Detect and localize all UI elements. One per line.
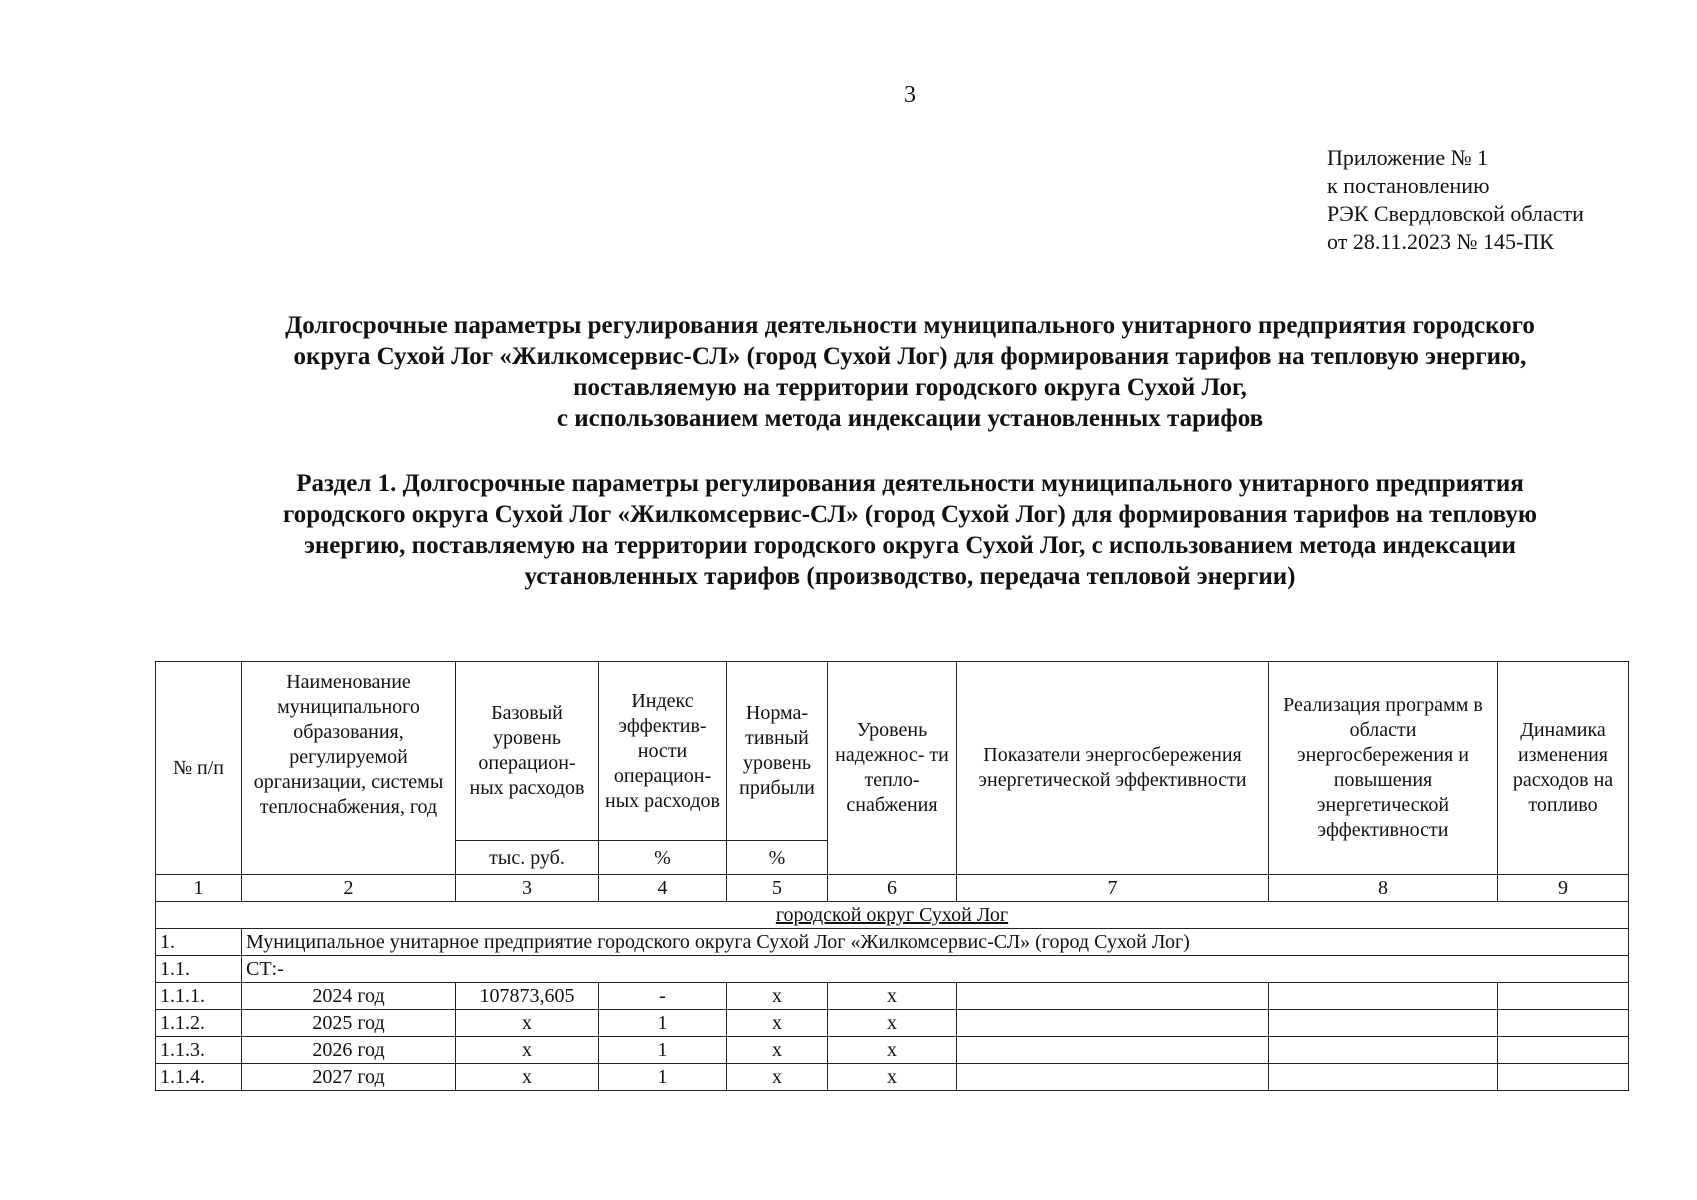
title-line: Долгосрочные параметры регулирования деятельности муниципального унитарного предприятия городского (285, 312, 1535, 339)
row-programs (1269, 983, 1498, 1010)
row-programs (1269, 1037, 1498, 1064)
row-efficiency-index: 1 (599, 1064, 727, 1091)
organization-name: Муниципальное унитарное предприятие городского округа Сухой Лог «Жилкомсервис-СЛ» (город Сухой Лог) (242, 929, 1629, 956)
group-label: городской округ Сухой Лог (156, 902, 1629, 929)
row-reliability: x (828, 1064, 957, 1091)
row-num: 1.1.4. (156, 1064, 242, 1091)
header-base-opex: Базовый уровень операцион- ных расходов (456, 662, 599, 841)
section-title-line: Раздел 1. Долгосрочные параметры регулирования деятельности муниципального унитарного предприятия (296, 470, 1524, 497)
row-energy-saving (957, 1010, 1269, 1037)
row-efficiency-index: 1 (599, 1037, 727, 1064)
parameters-table (155, 661, 1629, 1091)
table-row (156, 983, 1629, 1010)
row-num: 1.1.1. (156, 983, 242, 1010)
header-reliability: Уровень надежнос- ти тепло- снабжения (828, 662, 957, 875)
row-fuel-dynamics (1498, 1064, 1629, 1091)
title-line: поставляемую на территории городского округа Сухой Лог, (573, 374, 1247, 401)
row-num: 1.1.3. (156, 1037, 242, 1064)
row-reliability: x (828, 983, 957, 1010)
column-number: 1 (156, 875, 242, 902)
row-fuel-dynamics (1498, 1037, 1629, 1064)
row-year: 2026 год (242, 1037, 456, 1064)
appendix-line: от 28.11.2023 № 145-ПК (1327, 229, 1554, 254)
appendix-line: к постановлению (1327, 173, 1490, 198)
page-number: 3 (904, 82, 916, 108)
row-profit-level: x (727, 1037, 828, 1064)
row-fuel-dynamics (1498, 1010, 1629, 1037)
unit-efficiency-index: % (599, 841, 727, 875)
appendix-line: Приложение № 1 (1327, 145, 1489, 170)
row-base-opex: 107873,605 (456, 983, 599, 1010)
column-number: 4 (599, 875, 727, 902)
row-base-opex: x (456, 1010, 599, 1037)
header-efficiency-index: Индекс эффектив- ности операцион- ных расходов (599, 662, 727, 841)
header-energy-saving: Показатели энергосбережения энергетической эффективности (957, 662, 1269, 875)
section-title-line: городского округа Сухой Лог «Жилкомсервис-СЛ» (город Сухой Лог) для формирования тарифов на тепловую (282, 501, 1538, 528)
row-energy-saving (957, 1064, 1269, 1091)
row-num: 1. (156, 929, 242, 956)
header-programs: Реализация программ в области энергосбережения и повышения энергетической эффективности (1269, 662, 1498, 875)
header-fuel-dynamics: Динамика изменения расходов на топливо (1498, 662, 1629, 875)
unit-profit-level: % (727, 841, 828, 875)
column-number: 2 (242, 875, 456, 902)
section-title-line: энергию, поставляемую на территории городского округа Сухой Лог, с использованием метода индексации (304, 532, 1516, 559)
row-energy-saving (957, 983, 1269, 1010)
header-name: Наименование муниципального образования, регулируемой организации, системы теплоснабжения, год (242, 662, 456, 875)
title-line: с использованием метода индексации установленных тарифов (556, 405, 1264, 432)
table-column-numbers-row (156, 875, 1629, 902)
column-number: 3 (456, 875, 599, 902)
title-line: округа Сухой Лог «Жилкомсервис-СЛ» (город Сухой Лог) для формирования тарифов на тепловую энергию, (293, 343, 1527, 370)
row-reliability: x (828, 1010, 957, 1037)
row-num: 1.1.2. (156, 1010, 242, 1037)
column-number: 7 (957, 875, 1269, 902)
row-efficiency-index: 1 (599, 1010, 727, 1037)
row-profit-level: x (727, 1010, 828, 1037)
row-profit-level: x (727, 983, 828, 1010)
column-number: 6 (828, 875, 957, 902)
section-title-line: установленных тарифов (производство, передача тепловой энергии) (524, 563, 1296, 590)
row-energy-saving (957, 1037, 1269, 1064)
organization-row (156, 929, 1629, 956)
row-year: 2024 год (242, 983, 456, 1010)
table-row (156, 1064, 1629, 1091)
appendix-block (1327, 144, 1584, 256)
header-profit-level: Норма- тивный уровень прибыли (727, 662, 828, 841)
section-title (150, 468, 1670, 592)
row-base-opex: x (456, 1064, 599, 1091)
row-year: 2027 год (242, 1064, 456, 1091)
table-row (156, 1037, 1629, 1064)
table-row (156, 1010, 1629, 1037)
header-num: № п/п (156, 662, 242, 875)
system-name: СТ:- (242, 956, 1629, 983)
column-number: 8 (1269, 875, 1498, 902)
row-num: 1.1. (156, 956, 242, 983)
document-title (150, 310, 1670, 434)
row-reliability: x (828, 1037, 957, 1064)
table-header-row (156, 662, 1629, 841)
row-fuel-dynamics (1498, 983, 1629, 1010)
column-number: 9 (1498, 875, 1629, 902)
group-row (156, 902, 1629, 929)
row-profit-level: x (727, 1064, 828, 1091)
row-base-opex: x (456, 1037, 599, 1064)
unit-base-opex: тыс. руб. (456, 841, 599, 875)
row-year: 2025 год (242, 1010, 456, 1037)
column-number: 5 (727, 875, 828, 902)
system-row (156, 956, 1629, 983)
row-programs (1269, 1010, 1498, 1037)
appendix-line: РЭК Свердловской области (1327, 201, 1584, 226)
row-efficiency-index: - (599, 983, 727, 1010)
row-programs (1269, 1064, 1498, 1091)
